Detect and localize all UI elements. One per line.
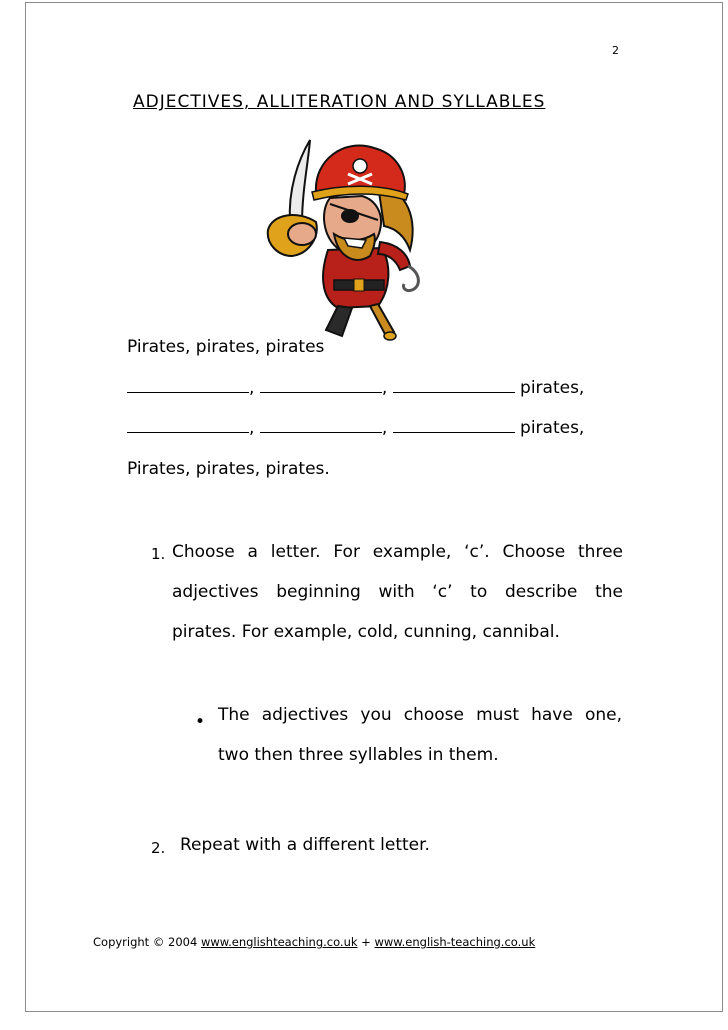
- blank-line[interactable]: [260, 378, 382, 393]
- blank-line[interactable]: [393, 378, 515, 393]
- english-teaching-link[interactable]: www.english-teaching.co.uk: [374, 935, 536, 949]
- poem-line-4: Pirates, pirates, pirates.: [127, 459, 330, 479]
- item-2-text: Repeat with a different letter.: [180, 835, 430, 855]
- blank-line[interactable]: [127, 418, 249, 433]
- page-title: ADJECTIVES, ALLITERATION AND SYLLABLES: [133, 92, 546, 112]
- bullet-icon: •: [195, 712, 206, 732]
- blank-line[interactable]: [393, 418, 515, 433]
- blank-line[interactable]: [127, 378, 249, 393]
- bullet-line-2: two then three syllables in them.: [218, 745, 499, 765]
- page-number: 2: [612, 44, 619, 57]
- item-1-line-2: adjectives beginning with ‘c’ to describe the: [172, 582, 623, 602]
- blank-line[interactable]: [260, 418, 382, 433]
- item-1-number: 1.: [151, 545, 166, 563]
- hook-icon: [403, 266, 418, 291]
- skull-icon: [353, 159, 367, 173]
- copyright-footer: Copyright © 2004 www.englishteaching.co.uk + www.english-teaching.co.uk: [93, 935, 536, 949]
- peg-leg: [370, 304, 394, 336]
- poem-line-2: , , pirates,: [127, 378, 584, 398]
- item-1-line-3: pirates. For example, cold, cunning, cannibal.: [172, 622, 560, 642]
- englishteaching-link[interactable]: www.englishteaching.co.uk: [200, 935, 358, 949]
- sword-blade: [290, 140, 310, 224]
- poem-line-3: , , pirates,: [127, 418, 584, 438]
- item-1-line-1: Choose a letter. For example, ‘c’. Choose three: [172, 542, 623, 562]
- pirate-leg-left: [326, 306, 352, 336]
- poem-line-1: Pirates, pirates, pirates: [127, 337, 325, 357]
- bullet-line-1: The adjectives you choose must have one,: [218, 705, 622, 725]
- pirate-illustration: [258, 130, 430, 345]
- pirate-fist: [288, 223, 316, 245]
- item-2-number: 2.: [151, 839, 166, 857]
